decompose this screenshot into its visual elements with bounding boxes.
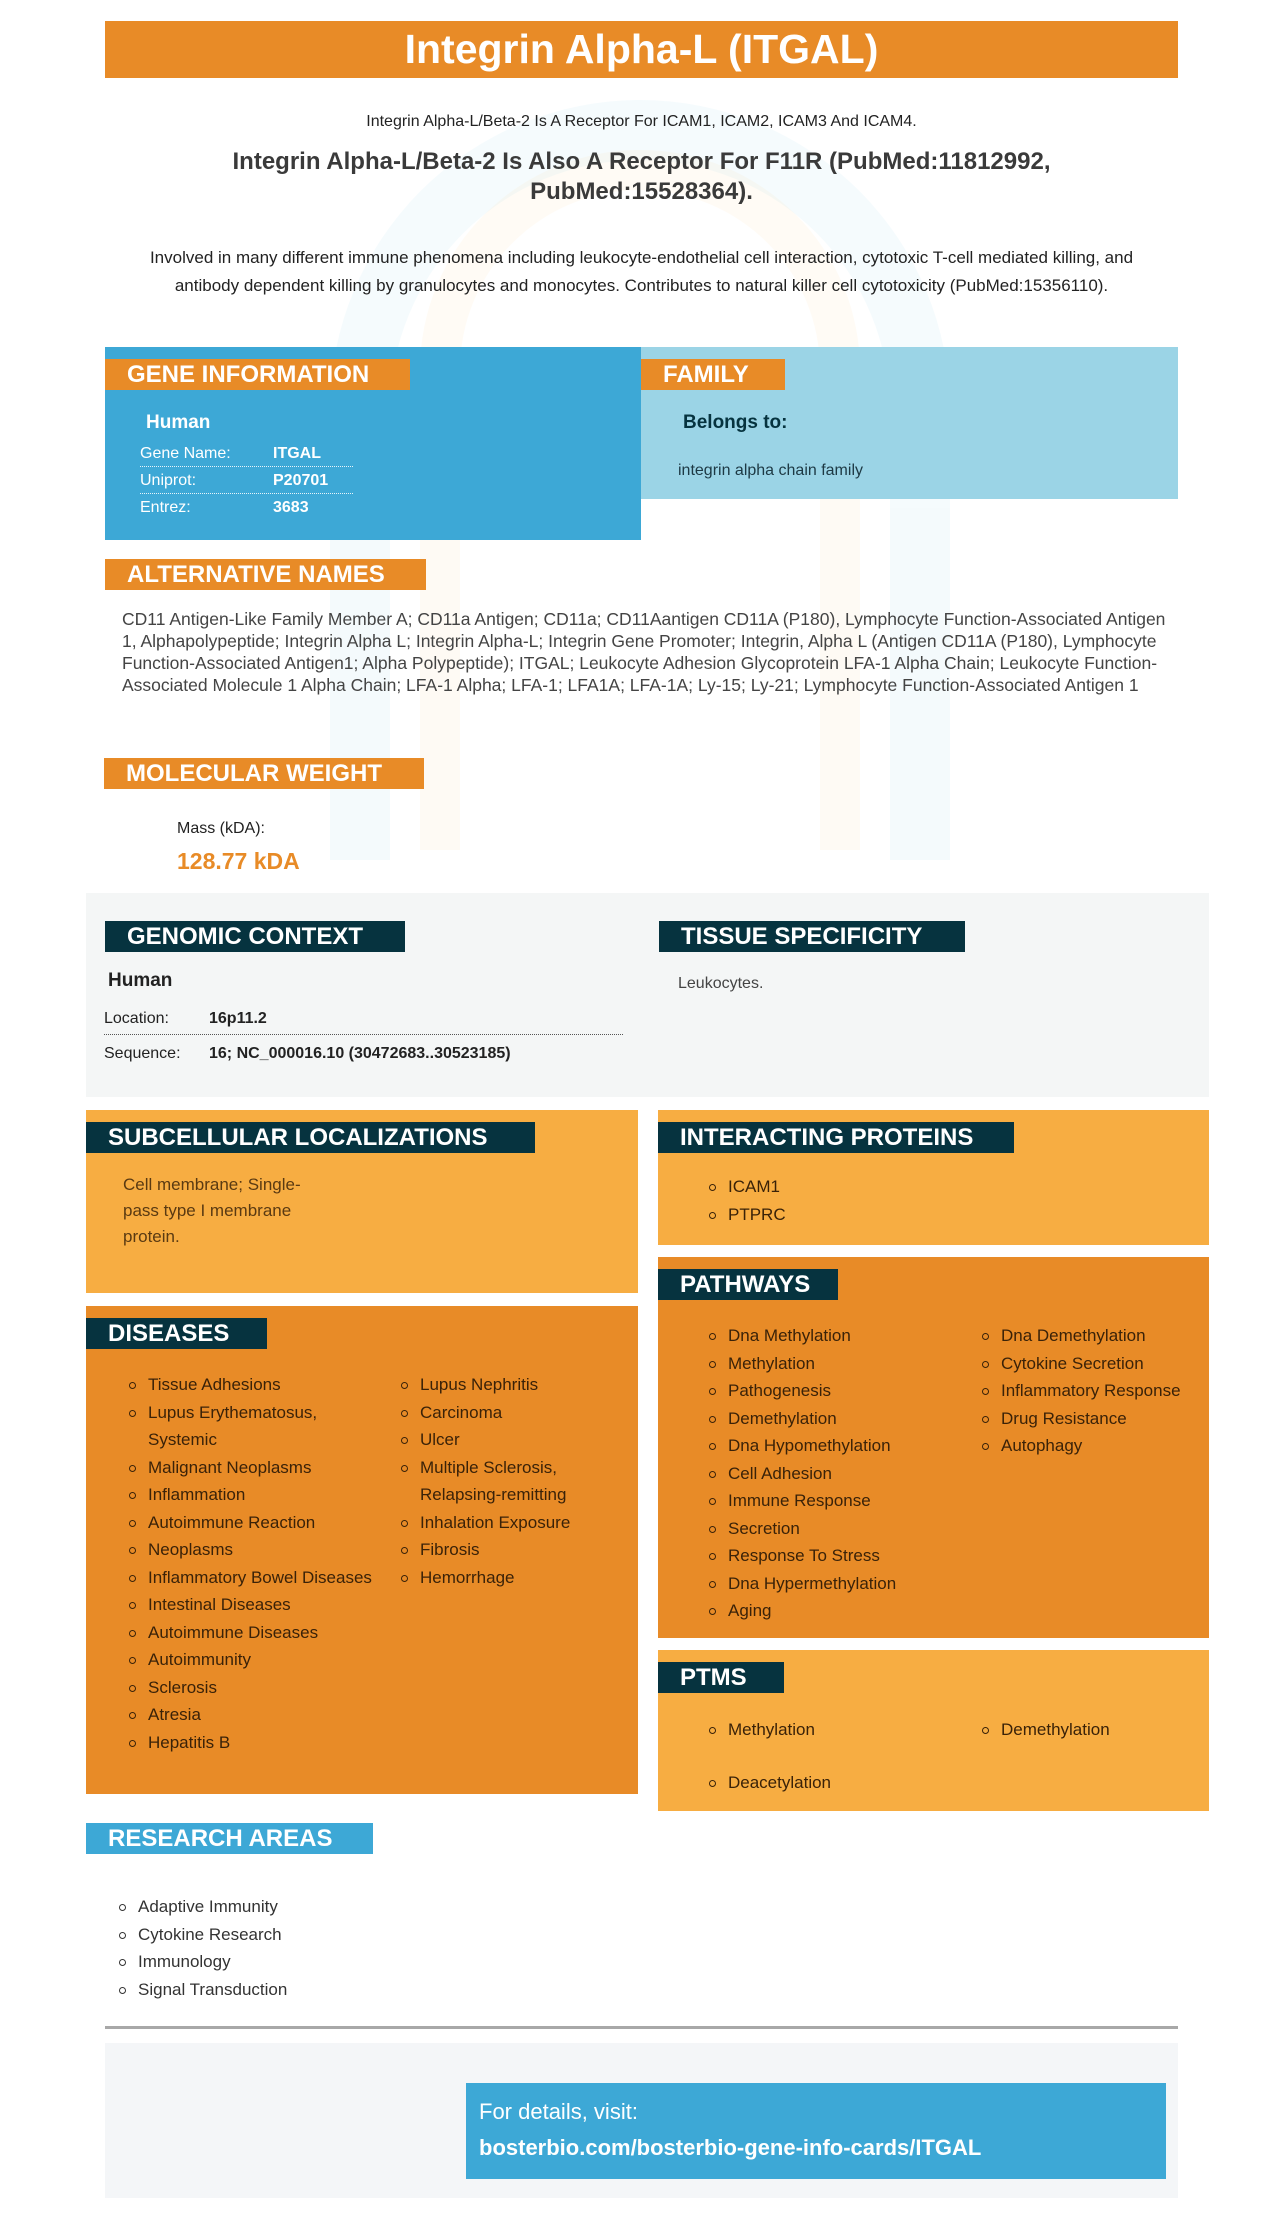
gene-name-row <box>140 440 353 467</box>
list-item: Lupus Nephritis <box>400 1371 625 1399</box>
tissue-specificity-heading: TISSUE SPECIFICITY <box>659 921 965 952</box>
list-item: Autoimmune Reaction <box>128 1509 383 1537</box>
list-item: Methylation <box>708 1350 973 1378</box>
location-row <box>104 1003 623 1035</box>
uniprot-value: P20701 <box>273 472 329 489</box>
list-item: Immunology <box>118 1948 287 1976</box>
uniprot-label: Uniprot: <box>140 472 197 489</box>
diseases-list-col1 <box>128 1371 383 1756</box>
subcellular-localizations-value: Cell membrane; Single-pass type I membrane protein. <box>123 1175 301 1246</box>
mass-value: 128.77 kDA <box>177 848 300 874</box>
list-item: Dna Hypermethylation <box>708 1570 973 1598</box>
list-item: Cytokine Secretion <box>981 1350 1206 1378</box>
interacting-proteins-list <box>708 1173 786 1228</box>
list-item: Dna Hypomethylation <box>708 1432 973 1460</box>
list-item: Autoimmune Diseases <box>128 1619 383 1647</box>
list-item: Secretion <box>708 1515 973 1543</box>
subcellular-localizations-heading: SUBCELLULAR LOCALIZATIONS <box>86 1122 535 1153</box>
list-item: ICAM1 <box>708 1173 786 1201</box>
list-item: Autophagy <box>981 1432 1206 1460</box>
genomic-species: Human <box>108 970 173 991</box>
list-item: Cytokine Research <box>118 1921 287 1949</box>
location-value: 16p11.2 <box>209 1010 267 1027</box>
alternative-names-text: CD11 Antigen-Like Family Member A; CD11a Antigen; CD11a; CD11Aantigen CD11A (P180), Lymphocyte Function-Associated Antigen 1, Alphapolypeptide; Integrin Alpha L; Integrin Alpha-L; Integrin Gene Promoter; Integrin, Alpha L (Antigen CD11A (P180), Lymphocyte Function-Associated Antigen1; Alpha Polypeptide); ITGAL; Leukocyte Adhesion Glycoprotein LFA-1 Alpha Chain; Leukocyte Function-Associated Molecule 1 Alpha Chain; LFA-1 Alpha; LFA-1; LFA1A; LFA-1A; Ly-15; Ly-21; Lymphocyte Function-Associated Antigen 1 <box>122 609 1166 695</box>
list-item: Aging <box>708 1597 973 1625</box>
uniprot-row <box>140 467 353 494</box>
list-item: Inflammation <box>128 1481 383 1509</box>
entrez-value: 3683 <box>273 499 309 516</box>
list-item: Demethylation <box>708 1405 973 1433</box>
gene-information-heading: GENE INFORMATION <box>105 359 410 390</box>
research-areas-list <box>118 1893 287 2003</box>
tissue-specificity-value: Leukocytes. <box>678 975 764 992</box>
summary-line-1: Integrin Alpha-L/Beta-2 Is A Receptor For ICAM1, ICAM2, ICAM3 And ICAM4. <box>366 113 917 130</box>
list-item: Inflammatory Response <box>981 1377 1206 1405</box>
list-item: Methylation <box>708 1716 815 1744</box>
details-link[interactable]: bosterbio.com/bosterbio-gene-info-cards/ITGAL <box>479 2135 982 2160</box>
sequence-value: 16; NC_000016.10 (30472683..30523185) <box>209 1045 511 1062</box>
diseases-list-col2 <box>400 1371 625 1591</box>
list-item: Cell Adhesion <box>708 1460 973 1488</box>
ptms-list-row2 <box>708 1769 831 1797</box>
ptms-list-col1 <box>708 1716 815 1744</box>
genomic-context-heading: GENOMIC CONTEXT <box>105 921 405 952</box>
list-item: Signal Transduction <box>118 1976 287 2004</box>
alternative-names-heading: ALTERNATIVE NAMES <box>105 559 426 590</box>
research-areas-heading: RESEARCH AREAS <box>86 1823 373 1854</box>
function-description: Involved in many different immune phenomena including leukocyte-endothelial cell interaction, cytotoxic T-cell mediated killing, and antibody dependent killing by granulocytes and monocytes. Contributes to natural killer cell cytotoxicity (PubMed:15356110). <box>149 248 1134 295</box>
list-item: Pathogenesis <box>708 1377 973 1405</box>
pathways-heading: PATHWAYS <box>658 1269 838 1300</box>
gene-species: Human <box>146 412 211 433</box>
list-item: Intestinal Diseases <box>128 1591 383 1619</box>
list-item: Ulcer <box>400 1426 625 1454</box>
pathways-list-col1 <box>708 1322 973 1625</box>
list-item: Fibrosis <box>400 1536 625 1564</box>
list-item: Autoimmunity <box>128 1646 383 1674</box>
interacting-proteins-heading: INTERACTING PROTEINS <box>658 1122 1014 1153</box>
list-item: Tissue Adhesions <box>128 1371 383 1399</box>
list-item: Deacetylation <box>708 1769 831 1797</box>
molecular-weight-heading: MOLECULAR WEIGHT <box>104 758 424 789</box>
details-label: For details, visit: <box>479 2099 638 2124</box>
pathways-list-col2 <box>981 1322 1206 1460</box>
family-heading: FAMILY <box>641 359 785 390</box>
list-item: Hepatitis B <box>128 1729 383 1757</box>
list-item: Carcinoma <box>400 1399 625 1427</box>
list-item: Lupus Erythematosus, Systemic <box>128 1399 383 1454</box>
family-belongs-label: Belongs to: <box>683 412 788 433</box>
summary-line-2: Integrin Alpha-L/Beta-2 Is Also A Receptor For F11R (PubMed:11812992, PubMed:15528364). <box>232 148 1051 205</box>
location-label: Location: <box>104 1010 169 1027</box>
pathways-panel <box>658 1257 1209 1638</box>
diseases-heading: DISEASES <box>86 1318 267 1349</box>
list-item: Dna Demethylation <box>981 1322 1206 1350</box>
interacting-proteins-panel <box>658 1110 1209 1245</box>
list-item: Adaptive Immunity <box>118 1893 287 1921</box>
list-item: Drug Resistance <box>981 1405 1206 1433</box>
list-item: Immune Response <box>708 1487 973 1515</box>
footer-divider <box>105 2026 1178 2029</box>
ptms-heading: PTMS <box>658 1662 784 1693</box>
family-value: integrin alpha chain family <box>678 462 863 479</box>
list-item: Dna Methylation <box>708 1322 973 1350</box>
list-item: PTPRC <box>708 1201 786 1229</box>
list-item: Demethylation <box>981 1716 1110 1744</box>
list-item: Multiple Sclerosis, Relapsing-remitting <box>400 1454 625 1509</box>
list-item: Response To Stress <box>708 1542 973 1570</box>
details-link-box[interactable] <box>466 2083 1166 2179</box>
subcellular-localizations-panel <box>86 1110 638 1293</box>
entrez-row <box>140 494 353 521</box>
page-title: Integrin Alpha-L (ITGAL) <box>105 21 1178 78</box>
list-item: Hemorrhage <box>400 1564 625 1592</box>
list-item: Inflammatory Bowel Diseases <box>128 1564 383 1592</box>
gene-name-value: ITGAL <box>273 445 321 462</box>
list-item: Neoplasms <box>128 1536 383 1564</box>
sequence-label: Sequence: <box>104 1045 181 1062</box>
entrez-label: Entrez: <box>140 499 191 516</box>
gene-name-label: Gene Name: <box>140 445 231 462</box>
list-item: Atresia <box>128 1701 383 1729</box>
list-item: Inhalation Exposure <box>400 1509 625 1537</box>
sequence-row <box>104 1038 623 1070</box>
mass-label: Mass (kDA): <box>177 820 265 837</box>
list-item: Malignant Neoplasms <box>128 1454 383 1482</box>
list-item: Sclerosis <box>128 1674 383 1702</box>
ptms-panel <box>658 1650 1209 1811</box>
diseases-panel <box>86 1306 638 1794</box>
ptms-list-col2 <box>981 1716 1110 1744</box>
